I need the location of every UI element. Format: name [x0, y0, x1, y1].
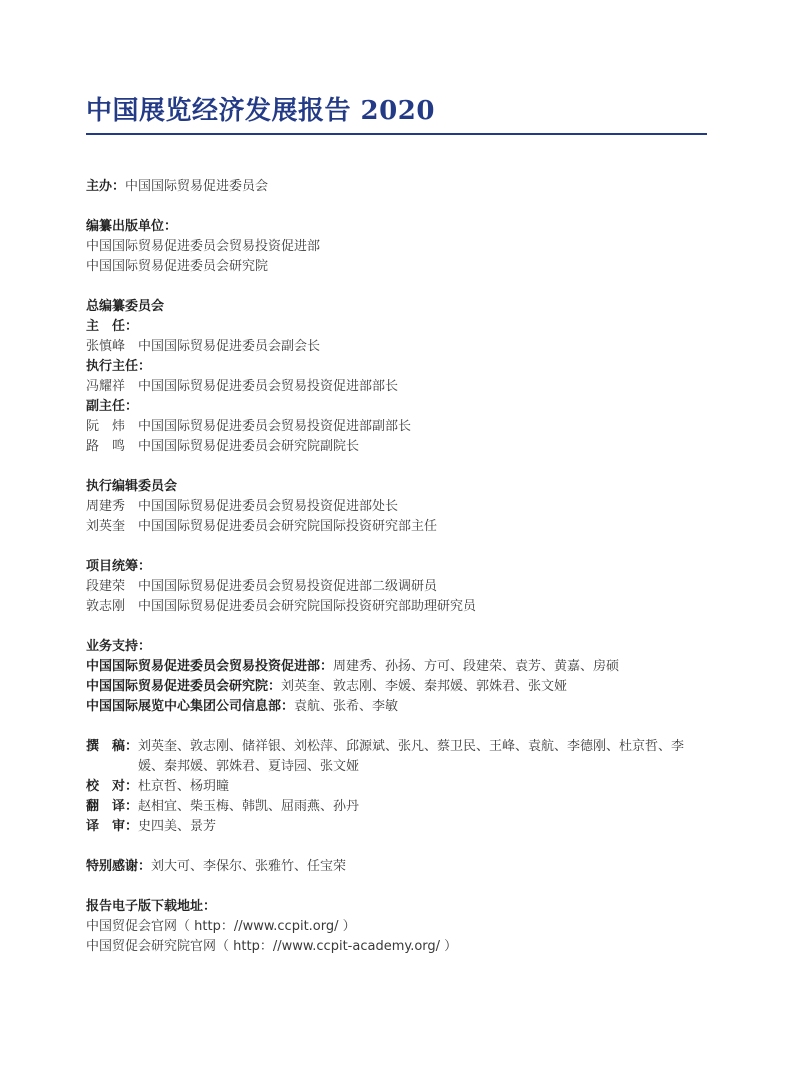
deputy-label: 副主任： — [86, 399, 139, 414]
support-heading: 业务支持： — [86, 639, 152, 654]
host-label: 主办： — [86, 179, 126, 194]
deputy-line — [86, 437, 726, 457]
member-title: 中国国际贸易促进委员会研究院国际投资研究部主任 — [138, 519, 438, 534]
deputy-line — [86, 417, 726, 437]
host-line — [86, 177, 726, 197]
deputy-name: 阮 炜 — [86, 419, 126, 434]
proof-value: 杜京哲、杨玥瞳 — [138, 779, 230, 794]
member-name: 刘英奎 — [86, 519, 126, 534]
proof-label: 校 对： — [86, 779, 139, 794]
committee-heading: 总编纂委员会 — [86, 299, 165, 314]
compiler-line-2: 中国国际贸易促进委员会研究院 — [86, 259, 269, 274]
deputy-title: 中国国际贸易促进委员会研究院副院长 — [138, 439, 360, 454]
support-people: 刘英奎、敦志刚、李媛、秦邦媛、郭姝君、张文娅 — [281, 679, 568, 694]
writers-label: 撰 稿： — [86, 739, 139, 754]
member-name: 敦志刚 — [86, 599, 126, 614]
thanks-value: 刘大可、李保尔、张雅竹、任宝荣 — [151, 859, 347, 874]
member-name: 段建荣 — [86, 579, 126, 594]
exec-director-label: 执行主任： — [86, 359, 152, 374]
support-org: 中国国际贸易促进委员会研究院： — [86, 679, 282, 694]
thanks-label: 特别感谢： — [86, 859, 152, 874]
exec-director-line — [86, 377, 726, 397]
support-people: 周建秀、孙扬、方可、段建荣、袁芳、黄嘉、房硕 — [333, 659, 620, 674]
translate-value: 赵相宜、柴玉梅、韩凯、屈雨燕、孙丹 — [138, 799, 360, 814]
coordination-member — [86, 577, 726, 597]
review-value: 史四美、景芳 — [138, 819, 217, 834]
translate-row — [86, 797, 726, 817]
writers-row — [86, 737, 726, 777]
title-divider — [86, 133, 707, 135]
support-people: 袁航、张希、李敏 — [294, 699, 399, 714]
director-label: 主 任： — [86, 319, 139, 334]
translate-label: 翻 译： — [86, 799, 139, 814]
exec-editorial-member — [86, 517, 726, 537]
thanks-row — [86, 857, 726, 877]
host-value: 中国国际贸易促进委员会 — [125, 179, 269, 194]
compiler-line-1: 中国国际贸易促进委员会贸易投资促进部 — [86, 239, 321, 254]
support-org: 中国国际贸易促进委员会贸易投资促进部： — [86, 659, 334, 674]
credits-content — [86, 177, 726, 957]
writers-value: 刘英奎、敦志刚、储祥银、刘松萍、邱源斌、张凡、蔡卫民、王峰、袁航、李德刚、杜京哲、李媛、秦邦媛、郭姝君、夏诗园、张文娅 — [138, 739, 685, 774]
review-row — [86, 817, 726, 837]
proof-row — [86, 777, 726, 797]
exec-editorial-heading: 执行编辑委员会 — [86, 479, 178, 494]
exec-director-name: 冯耀祥 — [86, 379, 126, 394]
review-label: 译 审： — [86, 819, 139, 834]
exec-director-title: 中国国际贸易促进委员会贸易投资促进部部长 — [138, 379, 399, 394]
page-title: 中国展览经济发展报告 2020 — [86, 96, 435, 126]
download-label: 报告电子版下载地址： — [86, 899, 217, 914]
support-org: 中国国际展览中心集团公司信息部： — [86, 699, 295, 714]
support-row — [86, 697, 726, 717]
coordination-heading: 项目统筹： — [86, 559, 152, 574]
deputy-name: 路 鸣 — [86, 439, 126, 454]
director-title: 中国国际贸易促进委员会副会长 — [138, 339, 321, 354]
member-title: 中国国际贸易促进委员会贸易投资促进部处长 — [138, 499, 399, 514]
exec-editorial-member — [86, 497, 726, 517]
support-row — [86, 677, 726, 697]
member-title: 中国国际贸易促进委员会研究院国际投资研究部助理研究员 — [138, 599, 477, 614]
member-title: 中国国际贸易促进委员会贸易投资促进部二级调研员 — [138, 579, 438, 594]
director-name: 张慎峰 — [86, 339, 126, 354]
support-row — [86, 657, 726, 677]
coordination-member — [86, 597, 726, 617]
download-link[interactable]: 中国贸促会官网（ http：//www.ccpit.org/ ） — [86, 919, 356, 934]
download-link[interactable]: 中国贸促会研究院官网（ http：//www.ccpit-academy.org/ ） — [86, 939, 458, 954]
member-name: 周建秀 — [86, 499, 126, 514]
compiler-label: 编纂出版单位： — [86, 219, 178, 234]
deputy-title: 中国国际贸易促进委员会贸易投资促进部副部长 — [138, 419, 412, 434]
director-line — [86, 337, 726, 357]
